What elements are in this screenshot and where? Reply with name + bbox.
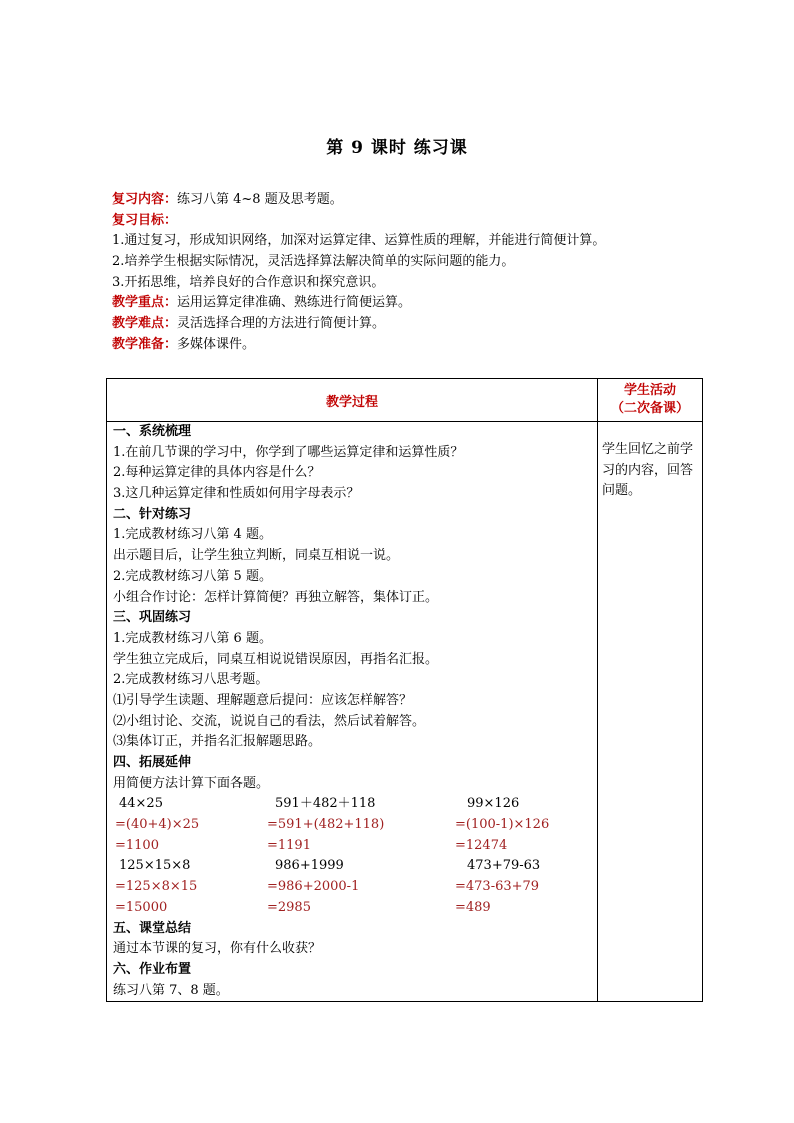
calc-cell: 473+79-63 (467, 858, 541, 874)
content-line: 练习八第 7、8 题。 (113, 982, 229, 998)
info-text: 1.通过复习，形成知识网络，加深对运算定律、运算性质的理解，并能进行简便计算。 (112, 233, 606, 249)
content-line: 通过本节课的复习，你有什么收获？ (113, 941, 322, 957)
calc-cell: 591＋482＋118 (275, 796, 376, 812)
calc-cell: =(100-1)×126 (455, 817, 550, 833)
calc-row (107, 794, 597, 815)
calc-cell: 986+1999 (275, 858, 344, 874)
info-label: 教学准备： (112, 336, 178, 352)
section-heading: 五、课堂总结 (113, 920, 192, 936)
info-label: 复习内容： (112, 192, 178, 207)
info-label: 复习目标： (112, 212, 178, 228)
lesson-table (106, 378, 703, 1002)
section-heading: 三、巩固练习 (113, 610, 192, 626)
info-text: 多媒体课件。 (177, 336, 256, 352)
content-line: 1.完成教材练习八第 6 题。 (113, 630, 272, 646)
calc-cell: =473-63+79 (455, 879, 540, 895)
content-line: 1.在前几节课的学习中，你学到了哪些运算定律和运算性质？ (113, 444, 464, 460)
calc-row (107, 898, 597, 919)
info-text: 灵活选择合理的方法进行简便计算。 (177, 316, 386, 332)
content-line: 1.完成教材练习八第 4 题。 (113, 527, 272, 543)
section-heading: 六、作业布置 (113, 961, 192, 977)
content-line: 3.这几种运算定律和性质如何用字母表示？ (113, 486, 360, 502)
calc-cell: =986+2000-1 (267, 879, 360, 895)
info-text: 3.开拓思维，培养良好的合作意识和探究意识。 (112, 274, 385, 290)
calc-cell: 44×25 (119, 796, 163, 812)
student-activity-content (598, 422, 703, 1002)
calc-cell: =15000 (115, 899, 168, 915)
content-line: 出示题目后，让学生独立判断，同桌互相说一说。 (113, 548, 400, 564)
section-heading: 一、系统梳理 (113, 424, 192, 439)
calc-cell: =125×8×15 (115, 879, 198, 895)
content-line: 2.完成教材练习八第 5 题。 (113, 568, 272, 584)
header-side-line-1: 学生活动 (623, 383, 676, 398)
content-line: 学生独立完成后，同桌互相说说错误原因，再指名汇报。 (113, 651, 439, 667)
info-line (112, 314, 712, 335)
calc-cell: =12474 (455, 837, 508, 853)
content-line: 小组合作讨论：怎样计算简便？再独立解答，集体订正。 (113, 589, 439, 605)
calc-cell: =2985 (267, 899, 311, 915)
student-activity-text: 学生回忆之前学习的内容，回答问题。 (602, 442, 694, 499)
calc-cell: 99×126 (467, 796, 520, 812)
content-line: 用简便方法计算下面各题。 (113, 775, 270, 791)
calc-row (107, 836, 597, 857)
info-text: 2.培养学生根据实际情况，灵活选择算法解决简单的实际问题的能力。 (112, 254, 515, 270)
header-side-line-2: （二次备课） (610, 401, 689, 416)
header-student-activity (598, 379, 703, 422)
section-heading: 四、拓展延伸 (113, 755, 192, 770)
calc-cell: =1191 (267, 837, 311, 853)
content-line: ⑶集体订正，并指名汇报解题思路。 (113, 734, 322, 750)
info-text: 运用运算定律准确、熟练进行简便运算。 (177, 295, 412, 311)
info-label: 教学难点： (112, 316, 178, 332)
calc-cell: =489 (455, 899, 491, 915)
calc-row (107, 856, 597, 877)
info-line (112, 211, 712, 232)
calc-row (107, 877, 597, 898)
info-line (112, 293, 712, 314)
content-line: ⑵小组讨论、交流，说说自己的看法，然后试着解答。 (113, 713, 426, 729)
calc-row (107, 815, 597, 836)
content-line: ⑴引导学生读题、理解题意后提问：应该怎样解答？ (113, 692, 413, 708)
process-content (107, 422, 598, 1002)
content-line: 2.完成教材练习八思考题。 (113, 672, 269, 688)
header-teaching-process: 教学过程 (107, 379, 598, 422)
info-line (112, 252, 712, 273)
section-heading: 二、针对练习 (113, 506, 192, 522)
lesson-info (112, 190, 712, 356)
info-line (112, 273, 712, 294)
page-title: 第 9 课时 练习课 (326, 138, 468, 158)
info-label: 教学重点： (112, 295, 178, 311)
calc-cell: =591+(482+118) (267, 817, 385, 833)
info-line (112, 335, 712, 356)
calc-cell: =1100 (115, 837, 159, 853)
info-text: 练习八第 4~8 题及思考题。 (177, 192, 343, 207)
info-line (112, 231, 712, 252)
calc-cell: 125×15×8 (119, 858, 191, 874)
content-line: 2.每种运算定律的具体内容是什么？ (113, 465, 321, 481)
info-line (112, 190, 712, 211)
calc-cell: =(40+4)×25 (115, 817, 200, 833)
